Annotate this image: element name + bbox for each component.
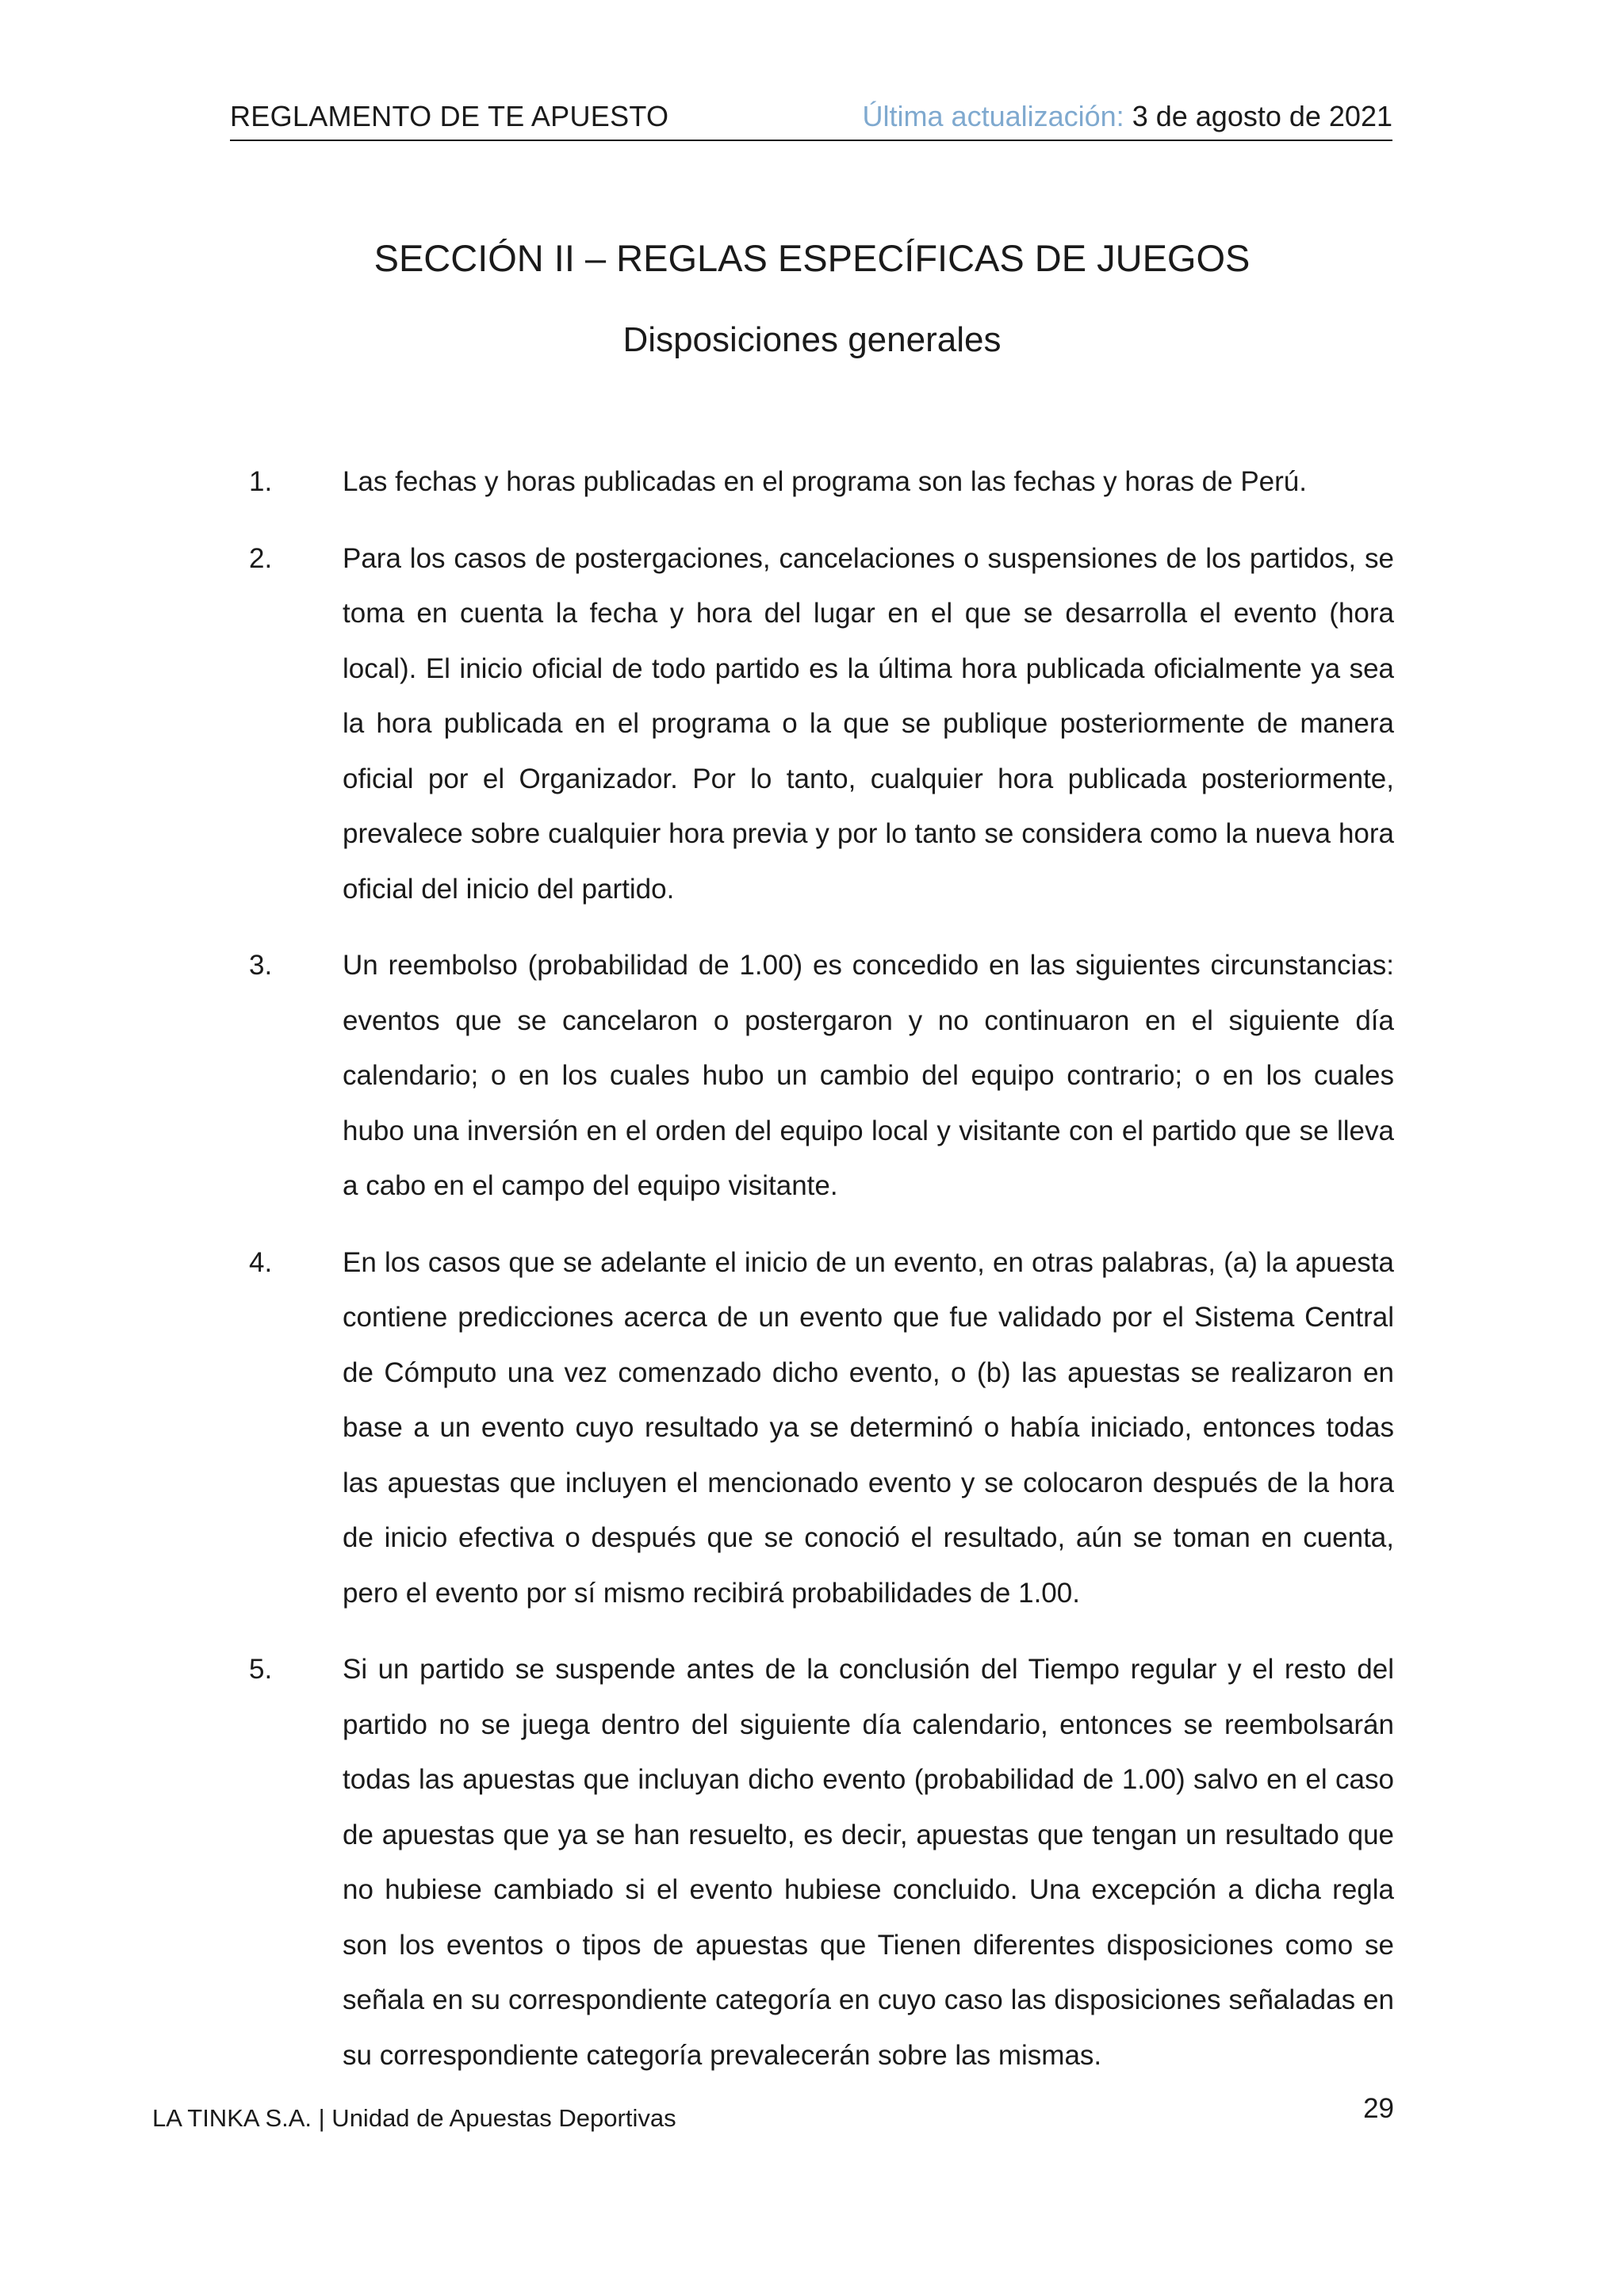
rule-number: 4. bbox=[249, 1246, 273, 1278]
rule-text: Para los casos de postergaciones, cancelaciones o suspensiones de los partidos, se toma en cuenta la fecha y hora del lugar en el que se desarrolla el evento (hora local). El inicio oficial de todo partido es la última hora publicada oficialmente ya sea la hora publicada en el programa o la que se publique posteriormente de manera oficial por el Organizador. Por lo tanto, cualquier hora publicada posteriormente, prevalece sobre cualquier hora previa y por lo tanto se considera como la nueva hora oficial del inicio del partido. bbox=[343, 542, 1394, 905]
header-updated-label: Última actualización: bbox=[862, 100, 1124, 132]
rule-text: Un reembolso (probabilidad de 1.00) es concedido en las siguientes circunstancias: eventos que se cancelaron o postergaron y no continuaron en el siguiente día calendario; o en los cuales hubo un cambio del equipo contrario; o en los cuales hubo una inversión en el orden del equipo local y visitante con el partido que se lleva a cabo en el campo del equipo visitante. bbox=[343, 950, 1394, 1201]
section-subtitle: Disposiciones generales bbox=[622, 320, 1002, 359]
rule-text: En los casos que se adelante el inicio de un evento, en otras palabras, (a) la apuesta contiene predicciones acerca de un evento que fue validado por el Sistema Central de Cómputo una vez comenzado dicho evento, o (b) las apuestas se realizaron en base a un evento cuyo resultado ya se determinó o había iniciado, entonces todas las apuestas que incluyen el mencionado evento y se colocaron después de la hora de inicio efectiva o después que se conoció el resultado, aún se toman en cuenta, pero el evento por sí mismo recibirá probabilidades de 1.00. bbox=[343, 1246, 1394, 1609]
rule-item bbox=[249, 531, 1394, 917]
rule-number: 2. bbox=[249, 542, 273, 574]
rule-number: 5. bbox=[249, 1654, 273, 1685]
section-title: SECCIÓN II – REGLAS ESPECÍFICAS DE JUEGOS bbox=[373, 237, 1251, 279]
rule-item bbox=[249, 938, 1394, 1214]
rule-item bbox=[249, 454, 1394, 510]
rule-number: 3. bbox=[249, 950, 273, 981]
header-updated-date: 3 de agosto de 2021 bbox=[1132, 100, 1392, 132]
rules-list bbox=[249, 454, 1394, 2104]
footer-organization: LA TINKA S.A. | Unidad de Apuestas Deportivas bbox=[152, 2104, 676, 2132]
page-number: 29 bbox=[1363, 2093, 1394, 2124]
rule-item bbox=[249, 1235, 1394, 1621]
page-header bbox=[230, 94, 1392, 141]
header-last-updated bbox=[863, 94, 1392, 140]
rule-text: Las fechas y horas publicadas en el programa son las fechas y horas de Perú. bbox=[343, 466, 1307, 497]
rule-number: 1. bbox=[249, 466, 273, 497]
rule-text: Si un partido se suspende antes de la conclusión del Tiempo regular y el resto del partido no se juega dentro del siguiente día calendario, entonces se reembolsarán todas las apuestas que incluyan dicho evento (probabilidad de 1.00) salvo en el caso de apuestas que ya se han resuelto, es decir, apuestas que tengan un resultado que no hubiese cambiado si el evento hubiese concluido. Una excepción a dicha regla son los eventos o tipos de apuestas que Tienen diferentes disposiciones como se señala en su correspondiente categoría en cuyo caso las disposiciones señaladas en su correspondiente categoría prevalecerán sobre las mismas. bbox=[343, 1654, 1394, 2071]
header-document-title: REGLAMENTO DE TE APUESTO bbox=[230, 100, 669, 132]
rule-item bbox=[249, 1642, 1394, 2083]
